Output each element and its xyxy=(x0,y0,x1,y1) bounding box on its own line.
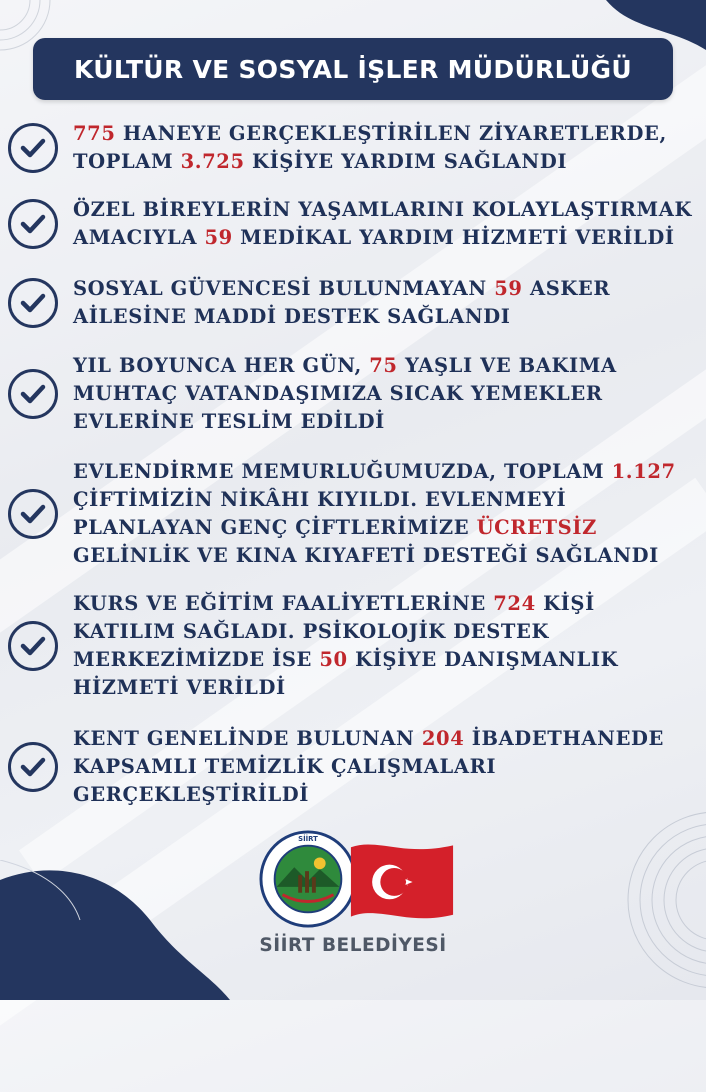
list-item-line xyxy=(73,275,610,303)
text-segment: ÇİFTİMİZİN NİKÂHI KIYILDI. EVLENMEYİ xyxy=(73,488,567,511)
list-item-line xyxy=(73,542,676,570)
list-item xyxy=(8,590,698,702)
list-item-line xyxy=(73,590,618,618)
text-segment: MERKEZİMİZDE İSE xyxy=(73,648,320,671)
text-segment: KİŞİYE DANIŞMANLIK xyxy=(347,648,619,671)
highlighted-value: 724 xyxy=(493,592,536,615)
text-segment: AMACIYLA xyxy=(73,226,205,249)
text-segment: KİŞİ xyxy=(535,592,595,615)
text-segment: ÖZEL BİREYLERİN YAŞAMLARINI KOLAYLAŞTIRMAK xyxy=(73,198,693,221)
highlighted-value: 1.127 xyxy=(611,460,676,483)
list-item-line xyxy=(73,148,667,176)
text-segment: YAŞLI VE BAKIMA xyxy=(397,354,617,377)
text-segment: PLANLAYAN GENÇ ÇİFTLERİMİZE xyxy=(73,516,477,539)
list-item-line xyxy=(73,224,692,252)
list-item-text xyxy=(73,590,618,702)
list-item-text xyxy=(73,725,664,809)
checkmark-icon xyxy=(8,489,58,539)
text-segment: KATILIM SAĞLADI. PSİKOLOJİK DESTEK xyxy=(73,620,550,643)
highlighted-value: 3.725 xyxy=(180,150,245,173)
text-segment: HANEYE GERÇEKLEŞTİRİLEN ZİYARETLERDE, xyxy=(115,122,667,145)
list-item xyxy=(8,275,698,331)
checkmark-icon xyxy=(8,278,58,328)
text-segment: TOPLAM xyxy=(73,150,181,173)
checkmark-icon xyxy=(8,123,58,173)
highlighted-value: 59 xyxy=(204,226,233,249)
list-item-text xyxy=(73,196,692,252)
list-item-text xyxy=(73,120,667,176)
svg-text:SİİRT: SİİRT xyxy=(298,834,318,843)
list-item-line xyxy=(73,352,617,380)
text-segment: MEDİKAL YARDIM HİZMETİ VERİLDİ xyxy=(232,226,675,249)
list-item xyxy=(8,352,698,436)
checkmark-icon xyxy=(8,742,58,792)
text-segment: HİZMETİ VERİLDİ xyxy=(73,676,286,699)
list-item-line xyxy=(73,674,618,702)
list-item xyxy=(8,120,698,176)
text-segment: KAPSAMLI TEMİZLİK ÇALIŞMALARI xyxy=(73,755,497,778)
list-item-line xyxy=(73,618,618,646)
list-item-line xyxy=(73,753,664,781)
highlighted-value: 775 xyxy=(73,122,116,145)
right-circle-pattern xyxy=(596,800,706,1000)
list-item-text xyxy=(73,275,610,331)
municipality-seal-logo xyxy=(259,830,357,928)
text-segment: EVLERİNE TESLİM EDİLDİ xyxy=(73,410,385,433)
list-item-line xyxy=(73,303,610,331)
footer-municipality-name: SİİRT BELEDİYESİ xyxy=(259,935,447,956)
list-item-line xyxy=(73,781,664,809)
text-segment: İBADETHANEDE xyxy=(464,727,665,750)
text-segment: MUHTAÇ VATANDAŞIMIZA SICAK YEMEKLER xyxy=(73,382,603,405)
text-segment: SOSYAL GÜVENCESİ BULUNMAYAN xyxy=(73,277,495,300)
checkmark-icon xyxy=(8,199,58,249)
turkish-flag-icon xyxy=(349,836,455,926)
highlighted-value: 59 xyxy=(494,277,523,300)
text-segment: GELİNLİK VE KINA KIYAFETİ DESTEĞİ SAĞLANDI xyxy=(73,544,659,567)
list-item xyxy=(8,725,698,809)
text-segment: YIL BOYUNCA HER GÜN, xyxy=(73,354,370,377)
text-segment: AİLESİNE MADDİ DESTEK SAĞLANDI xyxy=(73,305,511,328)
list-item xyxy=(8,196,698,252)
list-item-line xyxy=(73,725,664,753)
list-item-line xyxy=(73,120,667,148)
header-banner xyxy=(33,38,673,100)
text-segment: EVLENDİRME MEMURLUĞUMUZDA, TOPLAM xyxy=(73,460,612,483)
text-segment: KURS VE EĞİTİM FAALİYETLERİNE xyxy=(73,592,494,615)
list-item-line xyxy=(73,408,617,436)
list-item-line xyxy=(73,196,692,224)
highlighted-value: 75 xyxy=(369,354,398,377)
list-item-line xyxy=(73,380,617,408)
bottom-left-corner-shape xyxy=(0,860,230,1000)
list-item-text xyxy=(73,352,617,436)
highlighted-value: 204 xyxy=(421,727,465,750)
text-segment: KİŞİYE YARDIM SAĞLANDI xyxy=(244,150,568,173)
list-item-line xyxy=(73,514,676,542)
text-segment: ASKER xyxy=(522,277,611,300)
text-segment: GERÇEKLEŞTİRİLDİ xyxy=(73,783,310,806)
list-item xyxy=(8,458,698,570)
highlighted-value: ÜCRETSİZ xyxy=(476,516,597,539)
list-item-line xyxy=(73,486,676,514)
list-item-line xyxy=(73,646,618,674)
page-title: KÜLTÜR VE SOSYAL İŞLER MÜDÜRLÜĞÜ xyxy=(74,54,632,84)
highlighted-value: 50 xyxy=(319,648,348,671)
logo-area xyxy=(255,830,455,940)
text-segment: KENT GENELİNDE BULUNAN xyxy=(73,727,422,750)
list-item-line xyxy=(73,458,676,486)
checkmark-icon xyxy=(8,369,58,419)
checkmark-icon xyxy=(8,621,58,671)
list-item-text xyxy=(73,458,676,570)
